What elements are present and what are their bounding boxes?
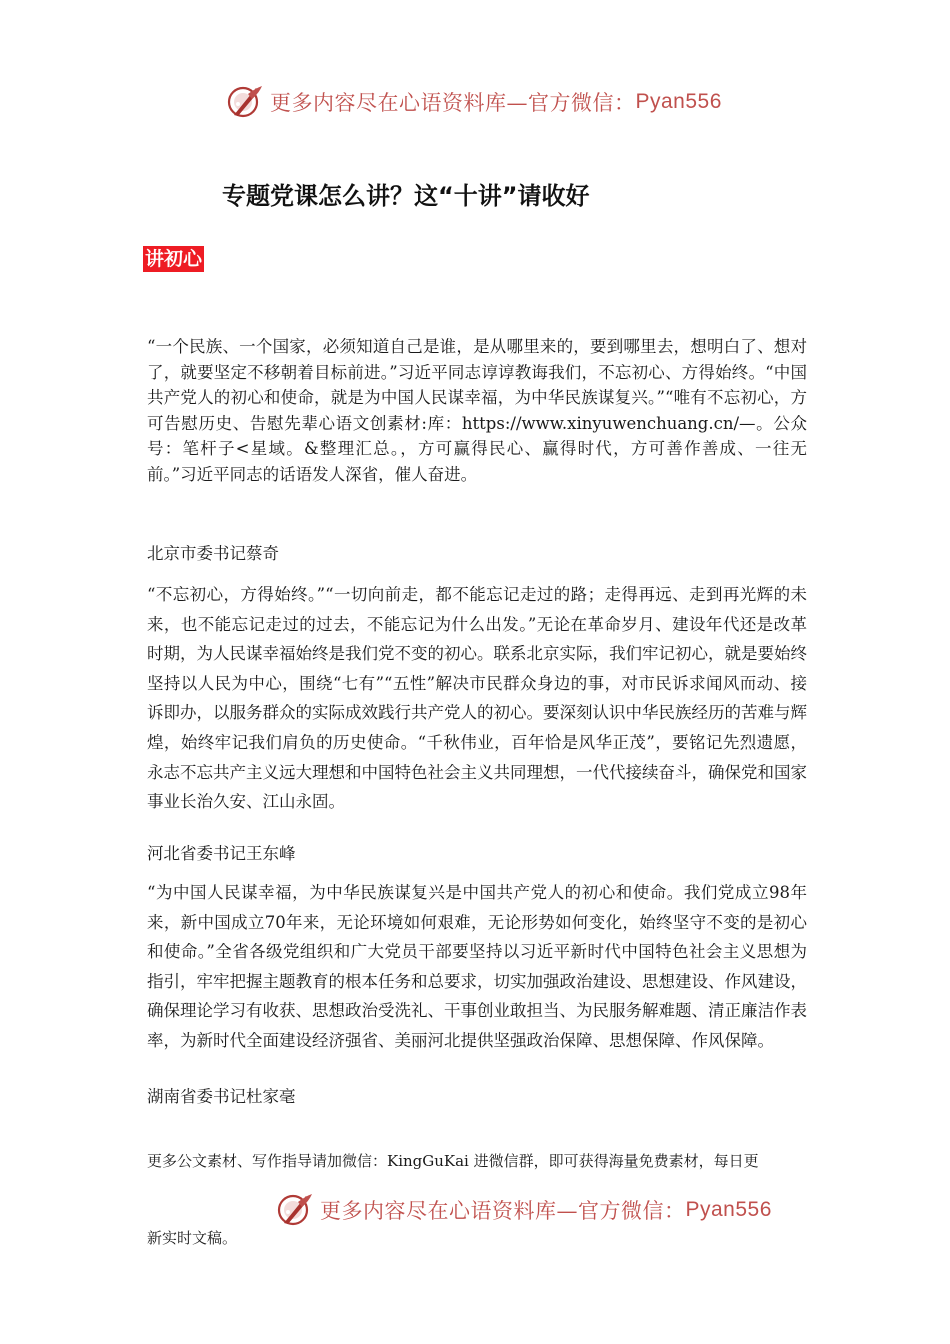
quill-logo-icon: [276, 1190, 316, 1230]
banner-wechat-id: Pyan556: [685, 1198, 772, 1221]
footer-line-1: 更多公文素材、写作指导请加微信：KingGuKai 进微信群，即可获得海量免费素材，每日更: [147, 1152, 759, 1170]
caption-hebei: 河北省委书记王东峰: [147, 844, 296, 863]
section-tag: 讲初心: [145, 248, 203, 270]
paragraph-intro: “一个民族、一个国家，必须知道自己是谁，是从哪里来的，要到哪里去，想明白了、想对了，就要坚定不移朝着目标前进。”习近平同志谆谆教诲我们，不忘初心、方得始终。“中国共产党人的初心和使命，就是为中国人民谋幸福，为中华民族谋复兴。”“唯有不忘初心，方可告慰历史、告慰先辈心语文创素材:库：https://www.xinyuwenchuang.cn/—。公众号：笔杆子<星域。&整理汇总。，方可赢得民心、赢得时代，方可善作善成、一往无前。”习近平同志的话语发人深省，催人奋进。: [147, 337, 807, 484]
footer-banner: [276, 1190, 772, 1230]
page-title: 专题党课怎么讲？这“十讲”请收好: [222, 182, 590, 210]
banner-wechat-id: Pyan556: [635, 90, 722, 113]
caption-beijing: 北京市委书记蔡奇: [147, 544, 279, 563]
quill-logo-icon: [226, 82, 266, 122]
footer-line-2: 新实时文稿。: [147, 1229, 238, 1247]
caption-hunan: 湖南省委书记杜家毫: [147, 1087, 296, 1106]
paragraph-beijing: “不忘初心，方得始终。”“一切向前走，都不能忘记走过的路；走得再远、走到再光辉的未来，也不能忘记走过的过去，不能忘记为什么出发。”无论在革命岁月、建设年代还是改革时期，为人民谋幸福始终是我们党不变的初心。联系北京实际，我们牢记初心，就是要始终坚持以人民为中心，围绕“七有”“五性”解决市民群众身边的事，对市民诉求闻风而动、接诉即办，以服务群众的实际成效践行共产党人的初心。要深刻认识中华民族经历的苦难与辉煌，始终牢记我们肩负的历史使命。“千秋伟业，百年恰是风华正茂”，要铭记先烈遗愿，永志不忘共产主义远大理想和中国特色社会主义共同理想，一代代接续奋斗，确保党和国家事业长治久安、江山永固。: [147, 585, 807, 812]
banner-text: 更多内容尽在心语资料库—官方微信：: [270, 91, 636, 115]
banner-text: 更多内容尽在心语资料库—官方微信：: [320, 1199, 686, 1223]
header-banner: [226, 82, 722, 122]
paragraph-hebei: “为中国人民谋幸福，为中华民族谋复兴是中国共产党人的初心和使命。我们党成立98年来，新中国成立70年来，无论环境如何艰难，无论形势如何变化，始终坚守不变的是初心和使命。”全省各级党组织和广大党员干部要坚持以习近平新时代中国特色社会主义思想为指引，牢牢把握主题教育的根本任务和总要求，切实加强政治建设、思想建设、作风建设，确保理论学习有收获、思想政治受洗礼、干事创业敢担当、为民服务解难题、清正廉洁作表率，为新时代全面建设经济强省、美丽河北提供坚强政治保障、思想保障、作风保障。: [147, 883, 807, 1050]
